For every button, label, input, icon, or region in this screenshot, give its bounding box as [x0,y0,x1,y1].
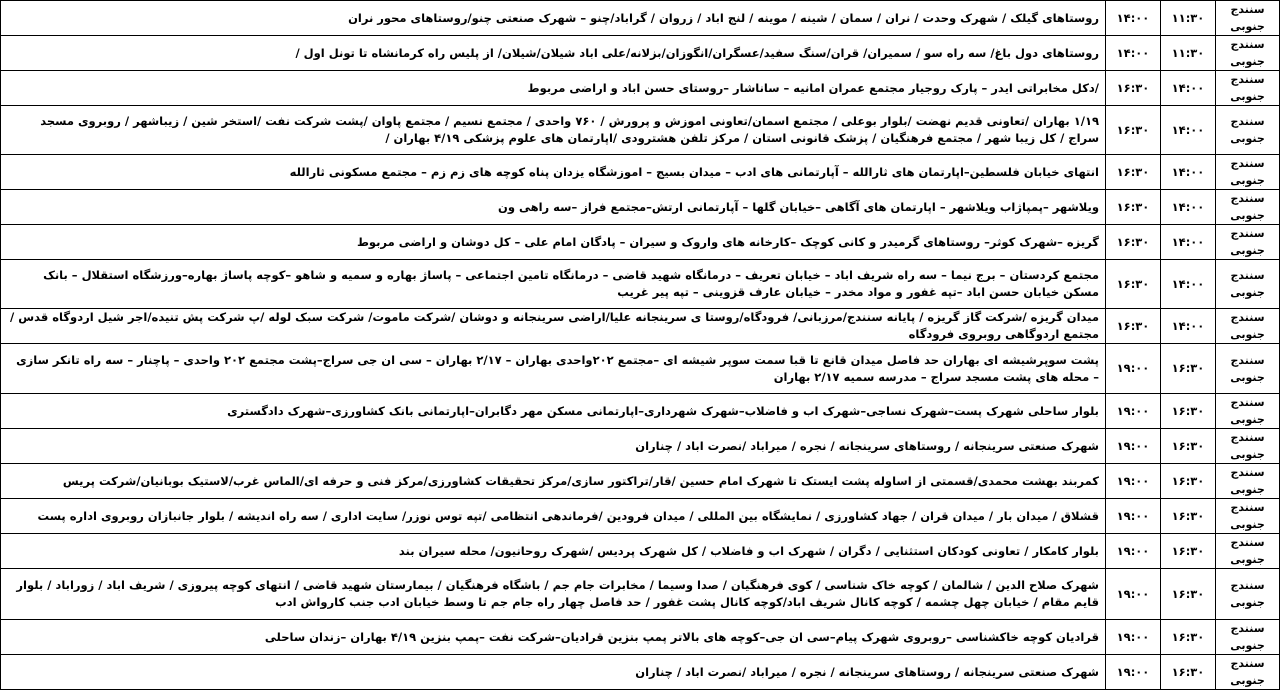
end-time-cell: ۱۶:۳۰ [1106,190,1161,225]
region-cell: سنندج جنوبی [1216,106,1280,155]
end-time-cell: ۱۶:۳۰ [1106,225,1161,260]
region-cell: سنندج جنوبی [1216,429,1280,464]
region-cell: سنندج جنوبی [1216,569,1280,620]
region-cell: سنندج جنوبی [1216,225,1280,260]
start-time-cell: ۱۶:۳۰ [1161,429,1216,464]
start-time-cell: ۱۴:۰۰ [1161,260,1216,309]
end-time-cell: ۱۹:۰۰ [1106,655,1161,690]
end-time-cell: ۱۶:۳۰ [1106,309,1161,344]
end-time-cell: ۱۹:۰۰ [1106,429,1161,464]
start-time-cell: ۱۴:۰۰ [1161,190,1216,225]
areas-cell: شهرک صلاح الدین / شالمان / کوچه خاک شناسی / کوی فرهنگیان / صدا وسیما / مخابرات جام جم / باشگاه فرهنگیان / بیمارستان شهید قاضی / انتهای کوچه پیروزی / شریف اباد / زوراباد / بلوار قایم مقام / خیابان چهل چشمه / کوچه کانال شریف اباد/کوچه کانال پشت غفور / حد فاصل چهار راه جام جم تا وسط خیابان ادب جنب کارواش ادب [1,569,1106,620]
region-cell: سنندج جنوبی [1216,620,1280,655]
start-time-cell: ۱۴:۰۰ [1161,155,1216,190]
region-cell: سنندج جنوبی [1216,309,1280,344]
start-time-cell: ۱۴:۰۰ [1161,309,1216,344]
areas-cell: پشت سوپرشیشه ای بهاران حد فاصل میدان قانع تا قبا سمت سوپر شیشه ای –مجتمع ۲۰۲واحدی بهاران – ۲/۱۷ بهاران – سی ان جی سراج–پشت مجتمع ۲۰۲ واحدی – پاچنار – سه راه تانکر سازی – محله های پشت مسجد سراج – مدرسه سمیه ۲/۱۷ بهاران [1,344,1106,394]
end-time-cell: ۱۹:۰۰ [1106,464,1161,499]
end-time-cell: ۱۶:۳۰ [1106,71,1161,106]
areas-cell: /دکل مخابراتی ایدر – پارک روجیار مجتمع عمران امانیه – ساناشار –روستای حسن اباد و اراضی مربوط [1,71,1106,106]
start-time-cell: ۱۶:۳۰ [1161,620,1216,655]
end-time-cell: ۱۹:۰۰ [1106,534,1161,569]
areas-cell: میدان گریزه /شرکت گاز گریزه / پایانه سنندج/مرزبانی/ فرودگاه/روستا ی سرینجانه علیا/اراضی سرینجانه و دوشان /شرکت ماموت/ شرکت سبک لوله /پ شرکت پش تنیده/اجر شیل اردوگاه قدس / مجتمع اردوگاهی روبروی فرودگاه [1,309,1106,344]
region-cell: سنندج جنوبی [1216,655,1280,690]
end-time-cell: ۱۹:۰۰ [1106,394,1161,429]
areas-cell: انتهای خیابان فلسطین–اپارتمان های ثارالله – آپارتمانی های ادب – میدان بسیج – اموزشگاه یزدان پناه کوچه های زم زم – مجتمع مسکونی ثارالله [1,155,1106,190]
region-cell: سنندج جنوبی [1216,344,1280,394]
end-time-cell: ۱۴:۰۰ [1106,36,1161,71]
areas-cell: گریزه –شهرک کوثر– روستاهای گرمیدر و کانی کوچک –کارخانه های واروک و سیران – پادگان امام علی – کل دوشان و اراضی مربوط [1,225,1106,260]
table-row [1,190,1280,225]
end-time-cell: ۱۹:۰۰ [1106,344,1161,394]
region-cell: سنندج جنوبی [1216,1,1280,36]
table-row [1,394,1280,429]
table-row [1,344,1280,394]
table-row [1,71,1280,106]
table-row [1,464,1280,499]
areas-cell: بلوار ساحلی شهرک پست–شهرک نساجی–شهرک اب و فاضلاب–شهرک شهرداری–اپارتمانی مسکن مهر دگابران–اپارتمانی بانک کشاورزی–شهرک دادگستری [1,394,1106,429]
region-cell: سنندج جنوبی [1216,190,1280,225]
region-cell: سنندج جنوبی [1216,534,1280,569]
region-cell: سنندج جنوبی [1216,71,1280,106]
start-time-cell: ۱۶:۳۰ [1161,394,1216,429]
start-time-cell: ۱۴:۰۰ [1161,225,1216,260]
end-time-cell: ۱۶:۳۰ [1106,106,1161,155]
table-row [1,1,1280,36]
end-time-cell: ۱۴:۰۰ [1106,1,1161,36]
areas-cell: بلوار کامکار / تعاونی کودکان استثنایی / دگران / شهرک اب و فاضلاب / کل شهرک پردیس /شهرک روحانیون/ محله سیران بند [1,534,1106,569]
region-cell: سنندج جنوبی [1216,464,1280,499]
start-time-cell: ۱۱:۳۰ [1161,1,1216,36]
start-time-cell: ۱۶:۳۰ [1161,534,1216,569]
table-row [1,429,1280,464]
areas-cell: روستاهای گیلک / شهرک وحدت / نران / سمان / شینه / موینه / لنج اباد / زروان / گراباد/چنو – شهرک صنعتی چنو/روستاهای محور نران [1,1,1106,36]
areas-cell: شهرک صنعتی سرینجانه / روستاهای سرینجانه / نجره / میراباد /نصرت اباد / چناران [1,655,1106,690]
start-time-cell: ۱۶:۳۰ [1161,655,1216,690]
region-cell: سنندج جنوبی [1216,36,1280,71]
areas-cell: ویلاشهر –پمپاژاب ویلاشهر – اپارتمان های آگاهی –خیابان گلها – آپارتمانی ارتش–مجتمع فراز –سه راهی ون [1,190,1106,225]
table-row [1,106,1280,155]
areas-cell: ۱/۱۹ بهاران /تعاونی قدیم نهضت /بلوار بوعلی / مجتمع اسمان/تعاونی اموزش و پرورش / ۷۶۰ واحدی / مجتمع نسیم / مجتمع پاوان /پشت شرکت نفت /استخر شین / زیباشهر / روبروی مسجد سراج / کل زیبا شهر / مجتمع فرهنگیان / پزشک قانونی استان / مرکز تلفن هشترودی /اپارتمان های علوم پزشکی ۴/۱۹ بهاران / [1,106,1106,155]
table-row [1,569,1280,620]
areas-cell: کمربند بهشت محمدی/قسمتی از اساوله پشت ایستک تا شهرک امام حسین /قار/تراکتور سازی/مرکز تحقیقات کشاورزی/مرکز فنی و حرفه ای/الماس غرب/لاستیک بوبانیان/شرکت پریس [1,464,1106,499]
region-cell: سنندج جنوبی [1216,155,1280,190]
start-time-cell: ۱۶:۳۰ [1161,344,1216,394]
table-row [1,260,1280,309]
end-time-cell: ۱۶:۳۰ [1106,155,1161,190]
region-cell: سنندج جنوبی [1216,394,1280,429]
start-time-cell: ۱۶:۳۰ [1161,499,1216,534]
table-row [1,36,1280,71]
start-time-cell: ۱۶:۳۰ [1161,569,1216,620]
end-time-cell: ۱۹:۰۰ [1106,569,1161,620]
table-row [1,155,1280,190]
end-time-cell: ۱۹:۰۰ [1106,499,1161,534]
areas-cell: شهرک صنعتی سرینجانه / روستاهای سرینجانه / نجره / میراباد /نصرت اباد / چناران [1,429,1106,464]
start-time-cell: ۱۶:۳۰ [1161,464,1216,499]
table-row [1,499,1280,534]
end-time-cell: ۱۹:۰۰ [1106,620,1161,655]
areas-cell: روستاهای دول باغ/ سه راه سو / سمیران/ قران/سنگ سفید/عسگران/انگوزان/بزلانه/علی اباد شیلان/شیلان/ از پلیس راه کرمانشاه تا تونل اول / [1,36,1106,71]
start-time-cell: ۱۱:۳۰ [1161,36,1216,71]
start-time-cell: ۱۴:۰۰ [1161,106,1216,155]
table-row [1,534,1280,569]
table-row [1,225,1280,260]
table-row [1,620,1280,655]
table-row [1,309,1280,344]
table-row [1,655,1280,690]
start-time-cell: ۱۴:۰۰ [1161,71,1216,106]
end-time-cell: ۱۶:۳۰ [1106,260,1161,309]
region-cell: سنندج جنوبی [1216,260,1280,309]
areas-cell: مجتمع کردستان – برج نیما – سه راه شریف اباد – خیابان تعریف – درمانگاه شهید قاضی – درمانگاه تامین اجتماعی – پاساژ بهاره و سمیه و شاهو –کوچه پاساژ بهاره–ورزشگاه استقلال – بانک مسکن خیابان حسن اباد –تپه غفور و مواد مخدر – خیابان عارف قزوینی – تپه پیر غریب [1,260,1106,309]
areas-cell: قشلاق / میدان بار / میدان قران / جهاد کشاورزی / نمایشگاه بین المللی / میدان فرودین /فرماندهی انتظامی /تپه توس نوزر/ سایت اداری / سه راه اندیشه / بلوار جانبازان روبروی اداره پست [1,499,1106,534]
areas-cell: قرادیان کوچه خاکشناسی –روبروی شهرک پیام–سی ان جی–کوچه های بالاتر پمپ بنزین قرادیان–شرکت نفت –پمپ بنزین ۴/۱۹ بهاران –زندان ساحلی [1,620,1106,655]
region-cell: سنندج جنوبی [1216,499,1280,534]
